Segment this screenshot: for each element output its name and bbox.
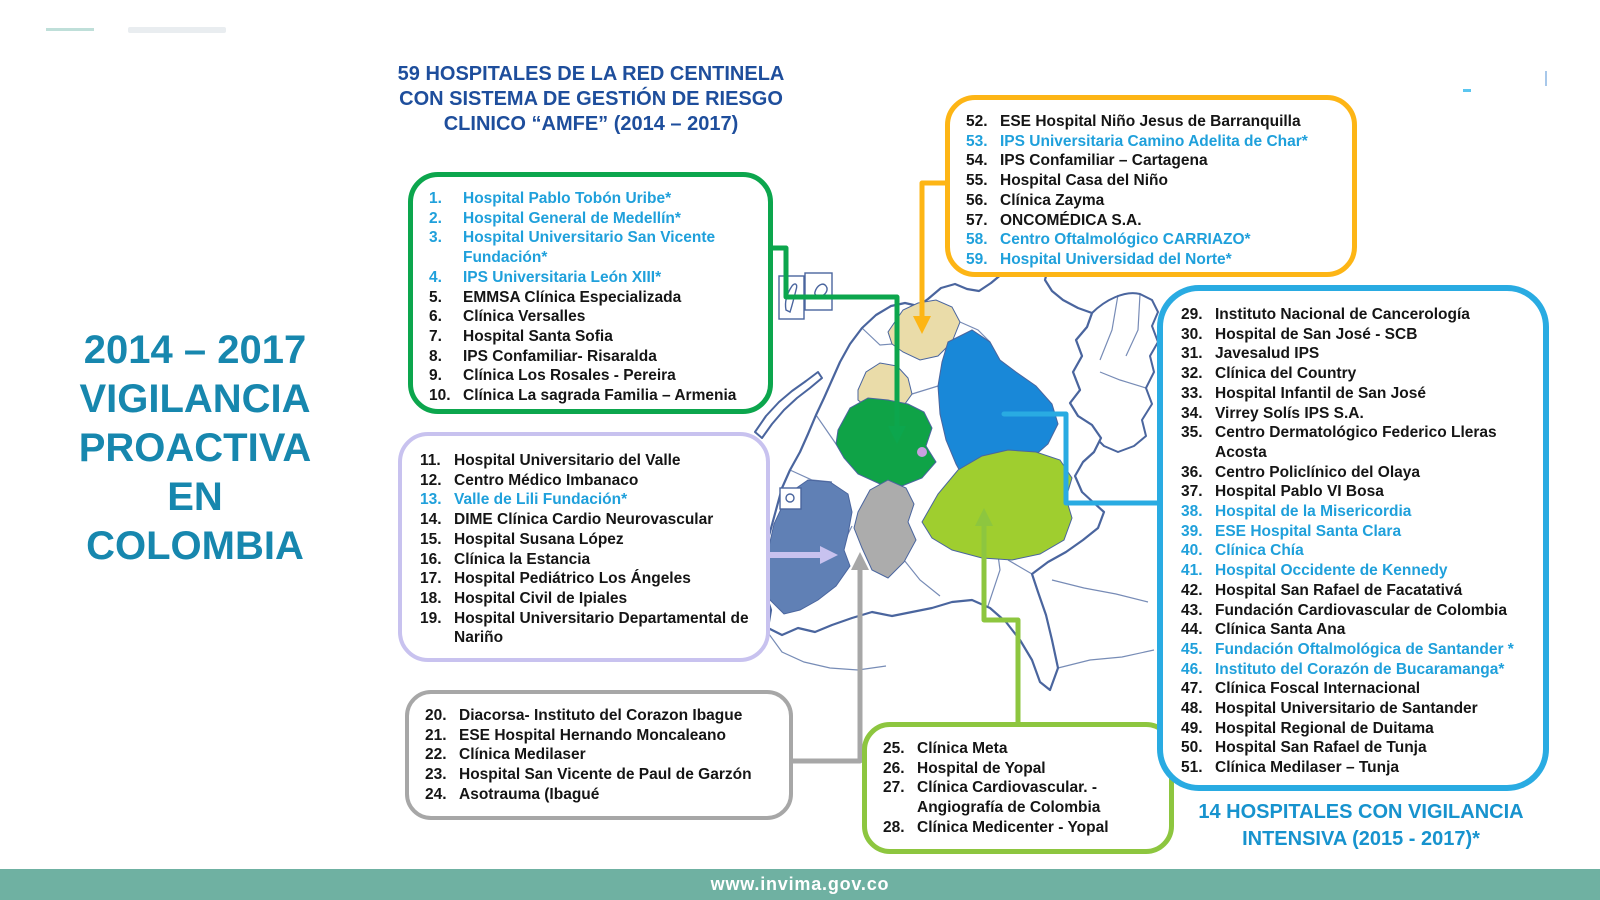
hospital-name: Hospital Infantil de San José (1215, 384, 1427, 402)
list-item (1181, 758, 1535, 778)
list-item (420, 451, 758, 471)
item-number: 26. (883, 759, 905, 777)
hospital-name: Hospital Universitario Departamental de Nariño (454, 609, 749, 647)
item-number: 40. (1181, 542, 1203, 560)
item-number: 24. (425, 785, 447, 803)
list-item (1181, 344, 1535, 364)
item-number: 6. (429, 308, 442, 326)
hospital-name: Hospital Universitario del Valle (454, 452, 681, 469)
hospital-name: Clínica La sagrada Familia – Armenia (463, 387, 737, 405)
list-item (420, 569, 758, 589)
hospital-name: Hospital Universidad del Norte* (1000, 250, 1232, 268)
list-item (425, 706, 781, 726)
list-item (1181, 325, 1535, 345)
footer-url[interactable]: www.invima.gov.co (710, 874, 890, 894)
list-item (1181, 601, 1535, 621)
item-number: 43. (1181, 601, 1203, 619)
list-item (429, 189, 760, 209)
list-item (425, 785, 781, 805)
hospital-name: Hospital San Vicente de Paul de Garzón (459, 766, 752, 784)
list-item (1181, 482, 1535, 502)
list-item (1181, 502, 1535, 522)
item-number: 38. (1181, 503, 1203, 521)
item-number: 54. (966, 152, 988, 170)
hospital-name: Hospital Santa Sofia (463, 327, 613, 345)
hospital-list-20-24 (405, 690, 793, 820)
list-item (966, 171, 1344, 191)
hospital-name: Clínica Medilaser – Tunja (1215, 759, 1400, 777)
item-number: 4. (429, 268, 442, 286)
hospital-name: ONCOMÉDICA S.A. (1000, 211, 1142, 229)
item-number: 45. (1181, 640, 1203, 658)
hospital-name: Hospital de San José - SCB (1215, 325, 1418, 343)
list-item (429, 347, 760, 367)
network-heading (348, 62, 834, 137)
item-number: 36. (1181, 463, 1203, 481)
hospital-name: Hospital de la Misericordia (1215, 503, 1412, 521)
item-number: 12. (420, 471, 442, 489)
list-item (429, 228, 760, 267)
hospital-name: Centro Dermatológico Federico Lleras Acosta (1215, 424, 1497, 461)
item-number: 14. (420, 511, 442, 529)
list-item (883, 818, 1161, 838)
item-number: 39. (1181, 522, 1203, 540)
item-number: 11. (420, 452, 441, 469)
hospital-name: Clínica Zayma (1000, 191, 1105, 209)
hospital-name: Hospital Casa del Niño (1000, 172, 1168, 190)
hospital-name: IPS Universitaria Camino Adelita de Char* (1000, 132, 1308, 150)
item-number: 50. (1181, 739, 1203, 757)
item-number: 42. (1181, 581, 1203, 599)
item-number: 57. (966, 211, 988, 229)
hospital-name: Instituto del Corazón de Bucaramanga* (1215, 660, 1505, 678)
hospital-name: Fundación Oftalmológica de Santander * (1215, 640, 1514, 658)
item-number: 10. (429, 387, 451, 405)
item-number: 5. (429, 288, 442, 306)
hospital-name: Clínica del Country (1215, 365, 1357, 383)
item-number: 27. (883, 779, 905, 797)
hospital-name: Diacorsa- Instituto del Corazon Ibague (459, 707, 743, 724)
slide-title-line: EN (167, 475, 223, 519)
hospital-name: Clínica Chía (1215, 542, 1304, 560)
item-number: 58. (966, 231, 988, 249)
item-number: 59. (966, 250, 988, 268)
hospital-name: Fundación Cardiovascular de Colombia (1215, 601, 1507, 619)
item-number: 2. (429, 209, 442, 227)
hospital-name: Hospital Civil de Ipiales (454, 589, 628, 607)
artifact-mark-top-right-2 (1463, 89, 1471, 92)
hospital-name: Clínica Cardiovascular. - Angiografía de Colombia (917, 779, 1101, 817)
item-number: 7. (429, 327, 442, 345)
list-item (429, 209, 760, 229)
intensive-surveillance-line: 14 HOSPITALES CON VIGILANCIA (1198, 801, 1524, 823)
list-item (966, 191, 1344, 211)
hospital-name: ESE Hospital Niño Jesus de Barranquilla (1000, 113, 1301, 130)
item-number: 22. (425, 746, 447, 764)
hospital-name: Hospital Universitario San Vicente Fundación* (463, 229, 716, 267)
item-number: 51. (1181, 759, 1203, 777)
list-item (1181, 561, 1535, 581)
list-item (1181, 384, 1535, 404)
list-item (420, 490, 758, 510)
list-item (420, 609, 758, 648)
list-item (429, 366, 760, 386)
item-number: 1. (429, 190, 442, 207)
list-item (1181, 660, 1535, 680)
list-item (420, 510, 758, 530)
intensive-surveillance-heading (1138, 799, 1584, 853)
item-number: 28. (883, 818, 905, 836)
hospital-name: Clínica Medilaser (459, 746, 586, 764)
slide-title-line: VIGILANCIA (79, 377, 311, 421)
item-number: 23. (425, 766, 447, 784)
hospital-name: Hospital Occidente de Kennedy (1215, 562, 1448, 580)
hospital-list-52-59 (945, 95, 1357, 277)
hospital-name: ESE Hospital Hernando Moncaleano (459, 726, 726, 744)
hospital-name: Hospital Pediátrico Los Ángeles (454, 570, 691, 588)
list-item (1181, 423, 1535, 462)
hospital-name: EMMSA Clínica Especializada (463, 288, 682, 306)
list-item (883, 759, 1161, 779)
hospital-name: Hospital Regional de Duitama (1215, 719, 1434, 737)
item-number: 56. (966, 191, 988, 209)
item-number: 29. (1181, 306, 1203, 323)
hospital-name: Centro Oftalmológico CARRIAZO* (1000, 231, 1251, 249)
item-number: 8. (429, 347, 442, 365)
list-item (966, 151, 1344, 171)
network-heading-line: CLINICO “AMFE” (2014 – 2017) (443, 113, 739, 135)
hospital-name: Virrey Solís IPS S.A. (1215, 404, 1364, 422)
item-number: 3. (429, 229, 442, 247)
list-item (1181, 699, 1535, 719)
item-number: 33. (1181, 384, 1203, 402)
item-number: 52. (966, 113, 988, 130)
item-number: 18. (420, 589, 442, 607)
hospital-name: Hospital San Rafael de Facatativá (1215, 581, 1463, 599)
item-number: 48. (1181, 700, 1203, 718)
footer-bar (0, 869, 1600, 900)
item-number: 17. (420, 570, 442, 588)
item-number: 44. (1181, 621, 1203, 639)
list-item (1181, 463, 1535, 483)
list-item (1181, 581, 1535, 601)
network-heading-line: CON SISTEMA DE GESTIÓN DE RIESGO (399, 88, 783, 110)
item-number: 20. (425, 707, 447, 724)
list-item (883, 739, 1161, 759)
list-item (1181, 719, 1535, 739)
list-item (1181, 364, 1535, 384)
slide-title-line: PROACTIVA (78, 426, 312, 470)
hospital-list-25-28 (862, 722, 1174, 854)
list-item (425, 765, 781, 785)
list-item (429, 386, 760, 406)
slide-title-line: 2014 – 2017 (83, 328, 307, 372)
item-number: 37. (1181, 483, 1203, 501)
list-item (1181, 620, 1535, 640)
hospital-name: Hospital Pablo VI Bosa (1215, 483, 1384, 501)
list-item (1181, 522, 1535, 542)
hospital-name: Clínica Los Rosales - Pereira (463, 367, 676, 385)
list-item (1181, 738, 1535, 758)
list-item (429, 307, 760, 327)
list-item (1181, 679, 1535, 699)
item-number: 21. (425, 726, 447, 744)
list-item (966, 250, 1344, 270)
list-item (425, 745, 781, 765)
item-number: 13. (420, 491, 442, 509)
hospital-name: Clínica Santa Ana (1215, 621, 1346, 639)
item-number: 34. (1181, 404, 1203, 422)
item-number: 31. (1181, 345, 1203, 363)
list-item (883, 778, 1161, 817)
list-item (420, 550, 758, 570)
artifact-logo-remnant-text (128, 27, 226, 33)
hospital-name: ESE Hospital Santa Clara (1215, 522, 1402, 540)
hospital-name: IPS Confamiliar – Cartagena (1000, 152, 1208, 170)
list-item (429, 268, 760, 288)
map-region-bogota-dot (917, 447, 927, 457)
list-item (420, 530, 758, 550)
list-item (429, 288, 760, 308)
list-item (420, 471, 758, 491)
hospital-name: Hospital General de Medellín* (463, 209, 681, 227)
hospital-list-29-51 (1157, 285, 1549, 791)
hospital-name: Centro Médico Imbanaco (454, 471, 639, 489)
hospital-list-11-19 (398, 432, 770, 662)
item-number: 25. (883, 740, 905, 757)
item-number: 19. (420, 609, 442, 627)
list-item (1181, 305, 1535, 325)
hospital-name: Clínica Versalles (463, 308, 586, 326)
hospital-name: Asotrauma (Ibagué (459, 785, 600, 803)
hospital-name: Instituto Nacional de Cancerología (1215, 306, 1470, 323)
artifact-mark-top-right-1 (1545, 71, 1547, 86)
artifact-logo-remnant-left (46, 28, 94, 31)
hospital-name: Hospital Pablo Tobón Uribe* (463, 190, 672, 207)
list-item (1181, 640, 1535, 660)
list-item (966, 230, 1344, 250)
list-item (966, 211, 1344, 231)
list-item (420, 589, 758, 609)
hospital-name: Clínica Medicenter - Yopal (917, 818, 1109, 836)
hospital-name: Clínica Foscal Internacional (1215, 680, 1421, 698)
item-number: 46. (1181, 660, 1203, 678)
item-number: 49. (1181, 719, 1203, 737)
list-item (1181, 404, 1535, 424)
hospital-name: Clínica Meta (917, 740, 1008, 757)
hospital-name: Hospital Susana López (454, 530, 624, 548)
list-item (966, 112, 1344, 132)
item-number: 53. (966, 132, 988, 150)
item-number: 41. (1181, 562, 1203, 580)
hospital-name: Javesalud IPS (1215, 345, 1320, 363)
item-number: 30. (1181, 325, 1203, 343)
item-number: 15. (420, 530, 442, 548)
item-number: 55. (966, 172, 988, 190)
slide-title-line: COLOMBIA (86, 524, 304, 568)
item-number: 32. (1181, 365, 1203, 383)
list-item (429, 327, 760, 347)
item-number: 47. (1181, 680, 1203, 698)
list-item (425, 726, 781, 746)
hospital-name: Valle de Lili Fundación* (454, 491, 628, 509)
hospital-list-1-10 (408, 172, 773, 414)
hospital-name: IPS Confamiliar- Risaralda (463, 347, 657, 365)
list-item (966, 132, 1344, 152)
hospital-name: DIME Clínica Cardio Neurovascular (454, 511, 714, 529)
hospital-name: Centro Policlínico del Olaya (1215, 463, 1420, 481)
hospital-name: Hospital de Yopal (917, 759, 1046, 777)
hospital-name: IPS Universitaria León XIII* (463, 268, 662, 286)
hospital-name: Clínica la Estancia (454, 550, 591, 568)
hospital-name: Hospital San Rafael de Tunja (1215, 739, 1427, 757)
list-item (1181, 541, 1535, 561)
item-number: 9. (429, 367, 442, 385)
intensive-surveillance-line: INTENSIVA (2015 - 2017)* (1242, 828, 1480, 850)
item-number: 16. (420, 550, 442, 568)
slide-title (36, 326, 354, 571)
item-number: 35. (1181, 424, 1203, 442)
network-heading-line: 59 HOSPITALES DE LA RED CENTINELA (397, 63, 785, 85)
hospital-name: Hospital Universitario de Santander (1215, 700, 1478, 718)
